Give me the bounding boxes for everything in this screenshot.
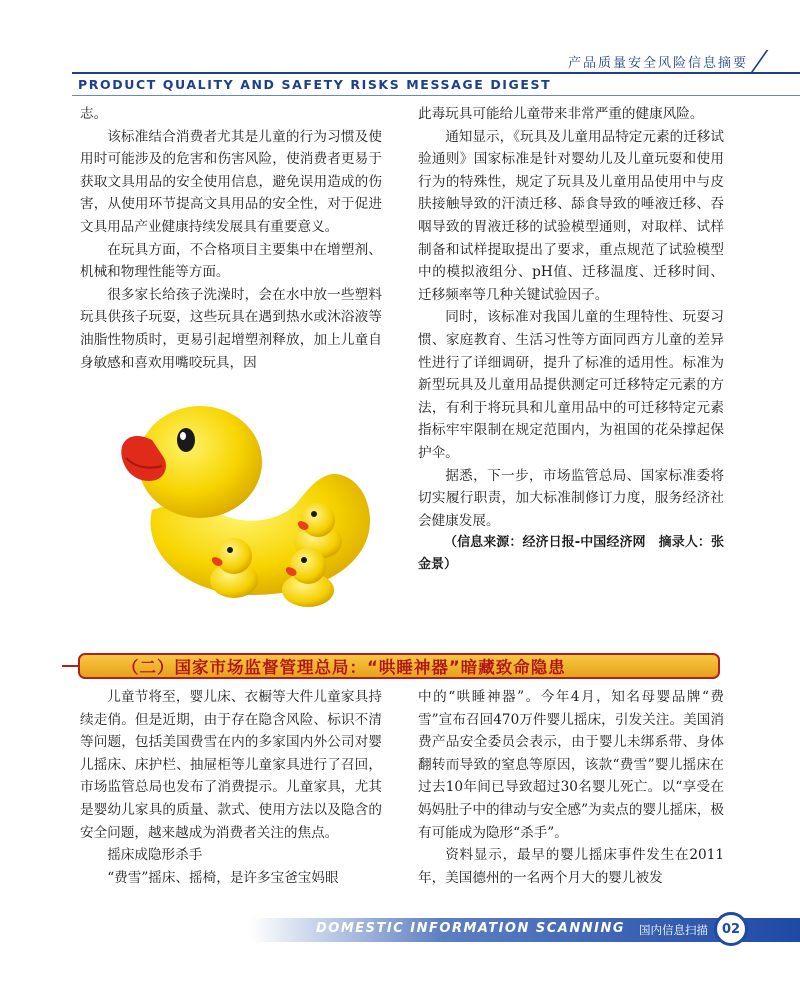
paragraph: 资料显示，最早的婴儿摇床事件发生在2011年，美国德州的一名两个月大的婴儿被发 (418, 847, 724, 886)
paragraph: “费雪”摇床、摇椅，是许多宝爸宝妈眼 (107, 869, 339, 886)
paragraph: 此毒玩具可能给儿童带来非常严重的健康风险。 (418, 106, 704, 122)
footer-title-cn: 国内信息扫描 (639, 923, 708, 937)
paragraph: 志。 (80, 106, 108, 122)
subheading: 摇床成隐形杀手 (107, 847, 203, 864)
left-column-top (80, 103, 382, 374)
right-column-top (418, 103, 724, 576)
header-title-cn: 产品质量安全风险信息摘要 (567, 56, 748, 71)
paragraph: 很多家长给孩子洗澡时，会在水中放一些塑料玩具供孩子玩耍，这些玩具在遇到热水或沐浴液等油脂性物质时，更易引起增塑剂释放，加上儿童自身敏感和喜欢用嘴咬玩具，因 (80, 286, 382, 371)
paragraph: 同时，该标准对我国儿童的生理特性、玩耍习惯、家庭教育、生活习性等方面同西方儿童的差异性进行了详细调研，提升了标准的适用性。标准为新型玩具及儿童用品提供测定可迁移特定元素的方法，有利于将玩具和儿童用品中的可迁移特定元素指标牢牢限制在规定范围内，为祖国的花朵撑起保护伞。 (418, 309, 724, 461)
header-rule-thin (72, 95, 800, 96)
paragraph: 据悉，下一步，市场监管总局、国家标准委将切实履行职责，加大标准制修订力度，服务经济社会健康发展。 (418, 467, 724, 529)
page-number: 02 (714, 912, 748, 946)
left-column-bottom (80, 686, 382, 889)
rubber-duck-illustration (82, 400, 382, 610)
info-source: （信息来源：经济日报-中国经济网 摘录人：张金景） (418, 535, 724, 573)
paragraph: 中的“哄睡神器”。今年4月，知名母婴品牌“费雪”宣布召回470万件婴儿摇床，引发关注。美国消费产品安全委员会表示，由于婴儿未绑系带、身体翻转而导致的窒息等原因，该款“费雪”婴儿摇床在过去10年间已导致超过30名婴儿死亡。以“享受在妈妈肚子中的律动与安全感”为卖点的婴儿摇床，极有可能成为隐形“杀手”。 (418, 689, 725, 841)
section-title: （二）国家市场监督管理总局：“哄睡神器”暗藏致命隐患 (122, 658, 566, 677)
footer-title-en: DOMESTIC INFORMATION SCANNING (316, 921, 625, 936)
header-title-en: PRODUCT QUALITY AND SAFETY RISKS MESSAGE DIGEST (78, 77, 552, 92)
right-column-bottom (418, 686, 724, 889)
header-rule (72, 72, 800, 74)
section-banner (78, 653, 720, 679)
rubber-duck-image (82, 400, 382, 610)
paragraph: 该标准结合消费者尤其是儿童的行为习惯及使用时可能涉及的危害和伤害风险，使消费者更易于获取文具用品的安全使用信息，避免误用造成的伤害，从使用环节提高文具用品的安全性，对于促进文具用品产业健康持续发展具有重要意义。 (80, 128, 382, 235)
paragraph: 通知显示，《玩具及儿童用品特定元素的迁移试验通则》国家标准是针对婴幼儿及儿童玩耍和使用行为的特殊性，规定了玩具及儿童用品使用中与皮肤接触导致的汗渍迁移、舔食导致的唾液迁移、吞咽导致的胃液迁移的试验模型通则，对取样、试样制备和试样提取提出了要求，重点规范了试验模型中的模拟液组分、pH值、迁移温度、迁移时间、迁移频率等几种关键试验因子。 (418, 128, 724, 303)
banner-rule (62, 665, 78, 667)
paragraph: 在玩具方面，不合格项目主要集中在增塑剂、机械和物理性能等方面。 (80, 241, 382, 281)
paragraph: 儿童节将至，婴儿床、衣橱等大件儿童家具持续走俏。但是近期，由于存在隐含风险、标识不清等问题，包括美国费雪在内的多家国内外公司对婴儿摇床、床护栏、抽屉柜等儿童家具进行了召回，市场监管总局也发布了消费提示。儿童家具，尤其是婴幼儿家具的质量、款式、使用方法以及隐含的安全问题，越来越成为消费者关注的焦点。 (80, 689, 382, 841)
